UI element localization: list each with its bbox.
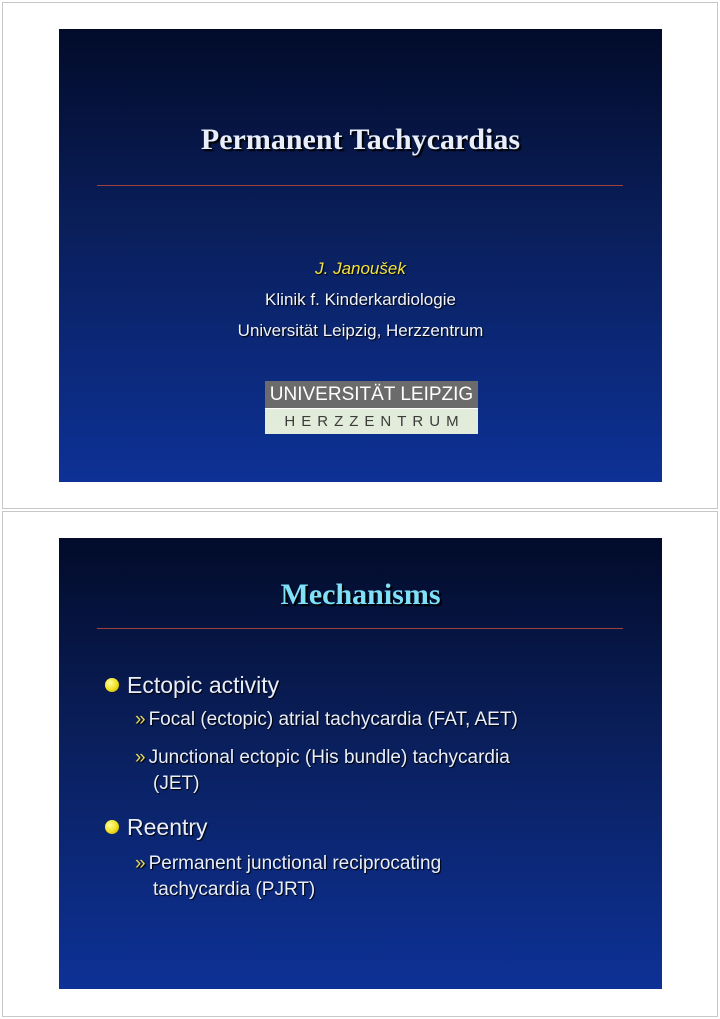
subitem-jet-continued [135,771,645,797]
bullet-dot-icon [105,678,119,692]
logo-top-text: UNIVERSITÄT LEIPZIG [265,381,478,408]
subitem-marker-icon: » [135,747,146,768]
title-divider [97,185,623,186]
slide-mechanisms [59,538,662,989]
slide-title-heading: Permanent Tachycardias [200,123,521,156]
subitem-marker-icon: » [135,853,146,874]
page-frame-2 [2,511,718,1017]
affiliation-line-2: Universität Leipzig, Herzzentrum [237,321,484,340]
page-frame-1 [2,2,718,509]
affiliation-line-1: Klinik f. Kinderkardiologie [265,290,456,309]
subitem-pjrt [135,851,645,877]
subitem-jet [135,745,645,771]
bullet-dot-icon [105,820,119,834]
subitem-fat [135,707,645,733]
author-name: J. Janoušek [315,259,406,278]
bullet-label: Ectopic activity [127,672,280,698]
subitem-marker-icon: » [135,709,146,730]
slide-title [59,29,662,482]
subitem-text: Junctional ectopic (His bundle) tachycardia [148,747,510,768]
subitem-text: Focal (ectopic) atrial tachycardia (FAT, AET) [148,709,518,730]
bullet-label: Reentry [127,814,208,840]
bullet-ectopic-activity [105,672,279,699]
subitem-text: Permanent junctional reciprocating [148,853,442,874]
title-divider [97,628,623,629]
subitem-pjrt-continued [135,877,645,903]
logo-bottom-text: HERZZENTRUM [265,409,478,434]
mechanisms-heading: Mechanisms [280,578,441,611]
university-logo [265,381,478,434]
subitem-text-continued: tachycardia (PJRT) [153,879,316,900]
bullet-reentry [105,814,208,841]
subitem-text-continued: (JET) [153,773,200,794]
